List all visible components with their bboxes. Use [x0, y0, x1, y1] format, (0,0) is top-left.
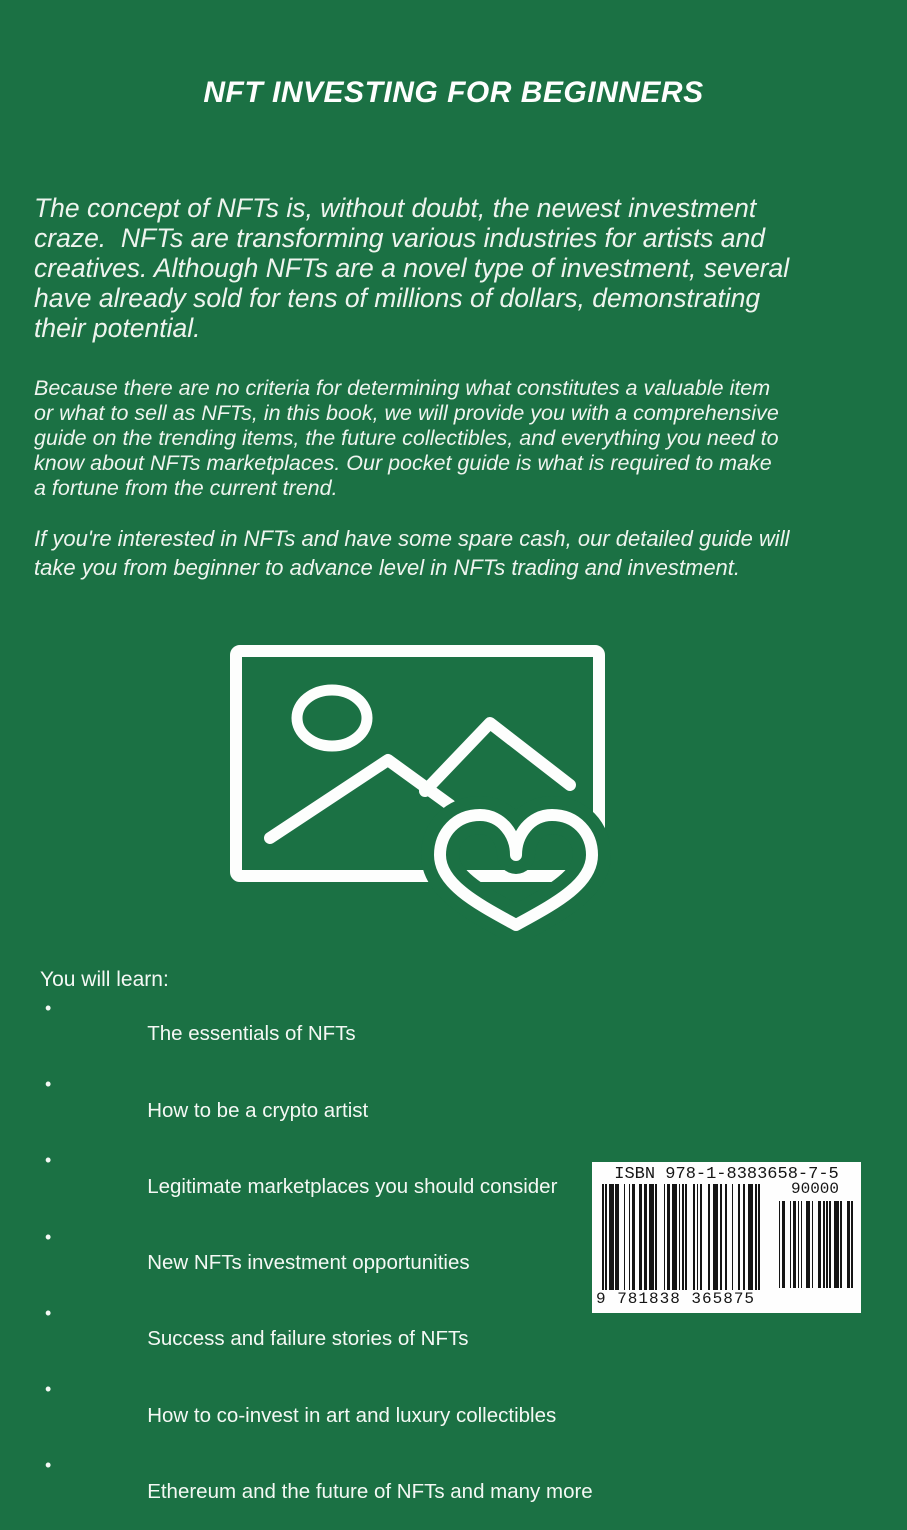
- paragraph-line: craze. NFTs are transforming various industries for artists and: [34, 223, 765, 253]
- paragraph-line: The concept of NFTs is, without doubt, the newest investment: [34, 193, 757, 223]
- list-item: [40, 1148, 593, 1224]
- intro-paragraph: [34, 193, 789, 343]
- isbn-text: ISBN 978-1-8383658-7-5: [614, 1165, 839, 1184]
- addon-barcode: [777, 1201, 853, 1288]
- learn-item-text: How to co-invest in art and luxury collectibles: [147, 1403, 557, 1427]
- paragraph-line: guide on the trending items, the future collectibles, and everything you need to: [34, 426, 779, 450]
- list-item: [40, 1453, 593, 1529]
- learn-item-text: Legitimate marketplaces you should consider: [147, 1174, 558, 1198]
- bullet-icon: •: [45, 1074, 52, 1095]
- paragraph-line: know about NFTs marketplaces. Our pocket guide is what is required to make: [34, 451, 772, 475]
- small-mountain-icon: [270, 760, 450, 838]
- paragraph-line: have already sold for tens of millions of dollars, demonstrating: [34, 283, 761, 313]
- addon-price-text: 90000: [790, 1180, 839, 1198]
- paragraph-line: Because there are no criteria for determining what constitutes a valuable item: [34, 376, 771, 400]
- bullet-icon: •: [45, 998, 52, 1018]
- learn-item-text: Ethereum and the future of NFTs and many more: [147, 1479, 593, 1503]
- learn-item-text: Success and failure stories of NFTs: [147, 1327, 469, 1351]
- sun-icon: [297, 690, 367, 746]
- book-title: NFT INVESTING FOR BEGINNERS: [203, 76, 704, 109]
- bullet-icon: •: [45, 1150, 52, 1171]
- paragraph-line: or what to sell as NFTs, in this book, we will provide you with a comprehensive: [34, 401, 779, 425]
- barcode-box: [592, 1162, 861, 1313]
- learn-section: [40, 968, 593, 1530]
- learn-item-text: New NFTs investment opportunities: [147, 1251, 470, 1275]
- barcode-digits: 9 781838 365875: [596, 1290, 756, 1308]
- list-item: [40, 1072, 593, 1148]
- list-item: [40, 1301, 593, 1377]
- bullet-icon: •: [45, 1226, 52, 1247]
- learn-item-text: The essentials of NFTs: [147, 1022, 356, 1046]
- nft-image-illustration: [225, 638, 615, 938]
- bullet-icon: •: [45, 1302, 52, 1323]
- bullet-icon: •: [45, 1379, 52, 1400]
- ean13-barcode: [602, 1184, 760, 1290]
- list-item: [40, 996, 593, 1072]
- list-item: [40, 1377, 593, 1453]
- learn-item-text: How to be a crypto artist: [147, 1098, 369, 1122]
- paragraph-line: their potential.: [34, 313, 201, 343]
- guide-paragraph: [34, 376, 779, 501]
- paragraph-line: take you from beginner to advance level in NFTs trading and investment.: [34, 555, 741, 580]
- paragraph-line: creatives. Although NFTs are a novel type of investment, several: [34, 253, 790, 283]
- paragraph-line: a fortune from the current trend.: [34, 476, 338, 500]
- list-item: [40, 1225, 593, 1301]
- large-mountain-icon: [425, 723, 570, 791]
- bullet-icon: •: [45, 1455, 52, 1476]
- closing-paragraph: [34, 524, 789, 582]
- learn-heading: You will learn:: [40, 968, 169, 991]
- paragraph-line: If you're interested in NFTs and have some spare cash, our detailed guide will: [34, 526, 790, 551]
